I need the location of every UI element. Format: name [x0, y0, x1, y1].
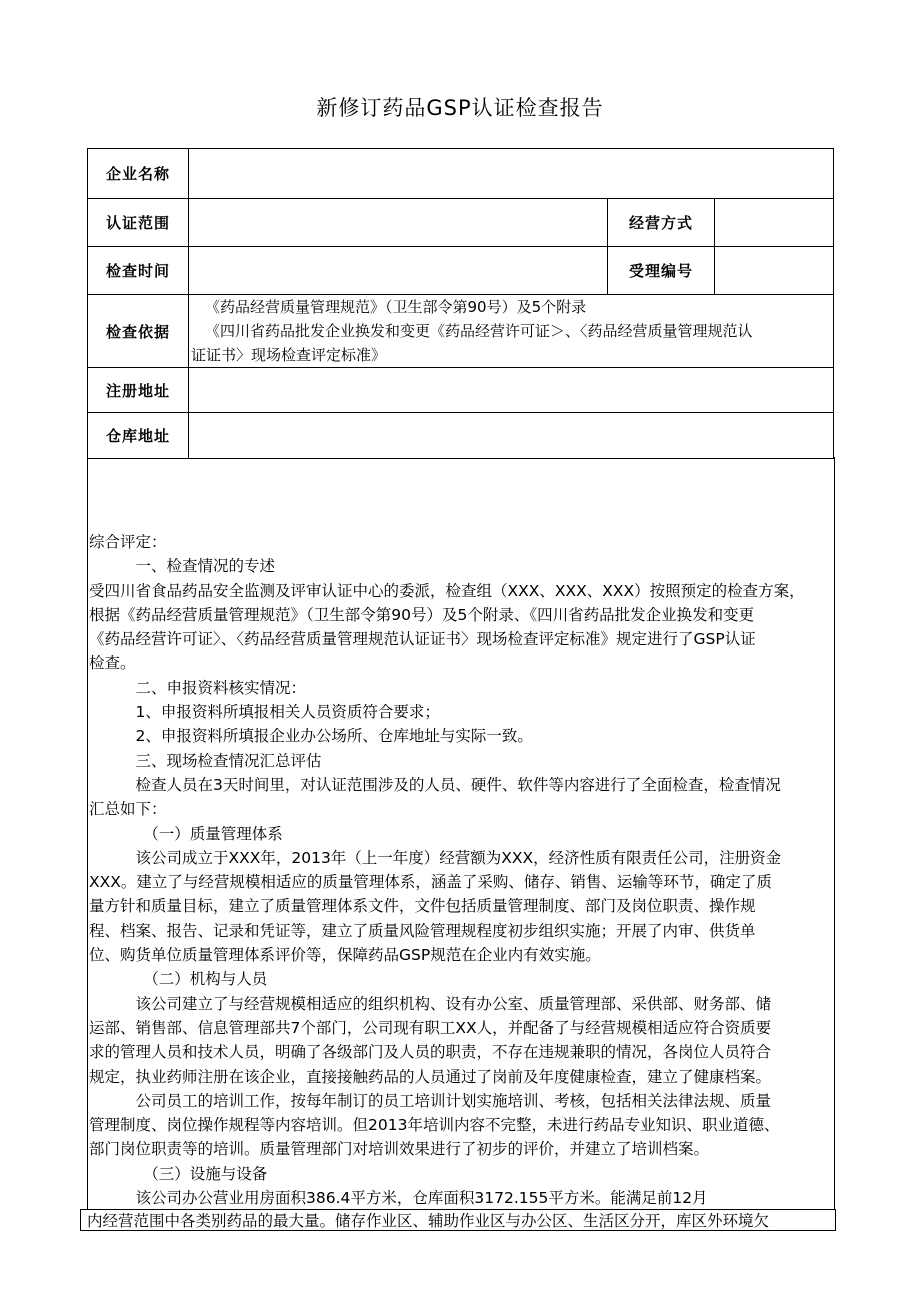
evaluation-line: 一、检查情况的专述: [89, 557, 276, 576]
info-table: [87, 148, 834, 459]
evaluation-line: 三、现场检查情况汇总评估: [89, 751, 322, 770]
evaluation-line: 汇总如下：: [89, 800, 167, 819]
evaluation-line: 该公司成立于XXX年，2013年（上一年度）经营额为XXX，经济性质有限责任公司，注册资金: [89, 848, 782, 867]
evaluation-line: 运部、销售部、信息管理部共7个部门，公司现有职工XX人，并配备了与经营规模相适应符合资质要: [89, 1018, 772, 1037]
evaluation-text: [89, 530, 833, 1210]
company-name-label: 企业名称: [88, 149, 189, 199]
warehouse-address-label: 仓库地址: [88, 413, 189, 459]
company-name-value: [189, 149, 834, 199]
basis-value: [189, 295, 834, 368]
evaluation-line: 综合评定：: [89, 533, 167, 551]
inspection-time-value: [189, 247, 608, 295]
evaluation-line: 量方针和质量目标，建立了质量管理体系文件，文件包括质量管理制度、部门及岗位职责、操作规: [89, 897, 756, 916]
acceptance-no-value: [715, 247, 834, 295]
reg-address-value: [189, 368, 834, 413]
basis-label: 检查依据: [88, 295, 189, 368]
evaluation-line: 该公司办公营业用房面积386.4平方米，仓库面积3172.155平方米。能满足前12月: [89, 1189, 708, 1208]
evaluation-line: 程、档案、报告、记录和凭证等，建立了质量风险管理规程度初步组织实施；开展了内审、供货单: [89, 921, 756, 940]
acceptance-no-label: 受理编号: [608, 247, 715, 295]
evaluation-line: 受四川省食品药品安全监测及评审认证中心的委派，检查组（XXX、XXX、XXX）按照预定的检查方案，: [89, 581, 805, 600]
inspection-time-label: 检查时间: [88, 247, 189, 295]
evaluation-line: 位、购货单位质量管理体系评价等，保障药品GSP规范在企业内有效实施。: [89, 946, 601, 965]
evaluation-line: 公司员工的培训工作，按每年制订的员工培训计划实施培训、考核，包括相关法律法规、质量: [89, 1091, 772, 1110]
evaluation-line: 二、申报资料核实情况：: [89, 678, 307, 697]
evaluation-line: 检查人员在3天时间里，对认证范围涉及的人员、硬件、软件等内容进行了全面检查，检查情况: [89, 775, 781, 794]
business-mode-label: 经营方式: [608, 199, 715, 247]
warehouse-address-value: [189, 413, 834, 459]
evaluation-line: 该公司建立了与经营规模相适应的组织机构、设有办公室、质量管理部、采供部、财务部、储: [89, 994, 772, 1013]
evaluation-line: 检查。: [89, 654, 136, 673]
evaluation-line: XXX。建立了与经营规模相适应的质量管理体系，涵盖了采购、储存、销售、运输等环节，确定了质: [89, 873, 772, 892]
reg-address-label: 注册地址: [88, 368, 189, 413]
evaluation-line: 部门岗位职责等的培训。质量管理部门对培训效果进行了初步的评价，并建立了培训档案。: [89, 1140, 710, 1159]
evaluation-line: （二）机构与人员: [89, 970, 268, 989]
evaluation-line: 管理制度、岗位操作规程等内容培训。但2013年培训内容不完整，未进行药品专业知识、职业道德、: [89, 1116, 780, 1135]
evaluation-line: （一）质量管理体系: [89, 824, 283, 843]
evaluation-line: 《药品经营许可证〉、〈药品经营质量管理规范认证证书〉现场检查评定标准》规定进行了GSP认证: [89, 630, 756, 649]
business-mode-value: [715, 199, 834, 247]
evaluation-line: 求的管理人员和技术人员，明确了各级部门及人员的职责，不存在违规兼职的情况，各岗位人员符合: [89, 1043, 772, 1062]
evaluation-line: 规定，执业药师注册在该企业，直接接触药品的人员通过了岗前及年度健康检查，建立了健康档案。: [89, 1067, 772, 1086]
report-title: 新修订药品GSP认证检查报告: [316, 96, 604, 120]
evaluation-last-line: 内经营范围中各类别药品的最大量。储存作业区、辅助作业区与办公区、生活区分开，库区外环境欠: [80, 1209, 836, 1231]
evaluation-line: （三）设施与设备: [89, 1164, 268, 1183]
evaluation-line: 2、申报资料所填报企业办公场所、仓库地址与实际一致。: [89, 727, 533, 746]
scope-value: [189, 199, 608, 247]
evaluation-line: 根据《药品经营质量管理规范》（卫生部令第90号）及5个附录、《四川省药品批发企业换发和变更: [89, 605, 755, 624]
evaluation-line: 1、申报资料所填报相关人员资质符合要求；: [89, 703, 440, 722]
basis-line: 证证书〉现场检查评定标准》: [191, 346, 387, 364]
basis-line: 《药品经营质量管理规范》（卫生部令第90号）及5个附录: [205, 298, 587, 316]
scope-label: 认证范围: [88, 199, 189, 247]
basis-line: 《四川省药品批发企业换发和变更《药品经营许可证＞、〈药品经营质量管理规范认: [205, 322, 753, 340]
